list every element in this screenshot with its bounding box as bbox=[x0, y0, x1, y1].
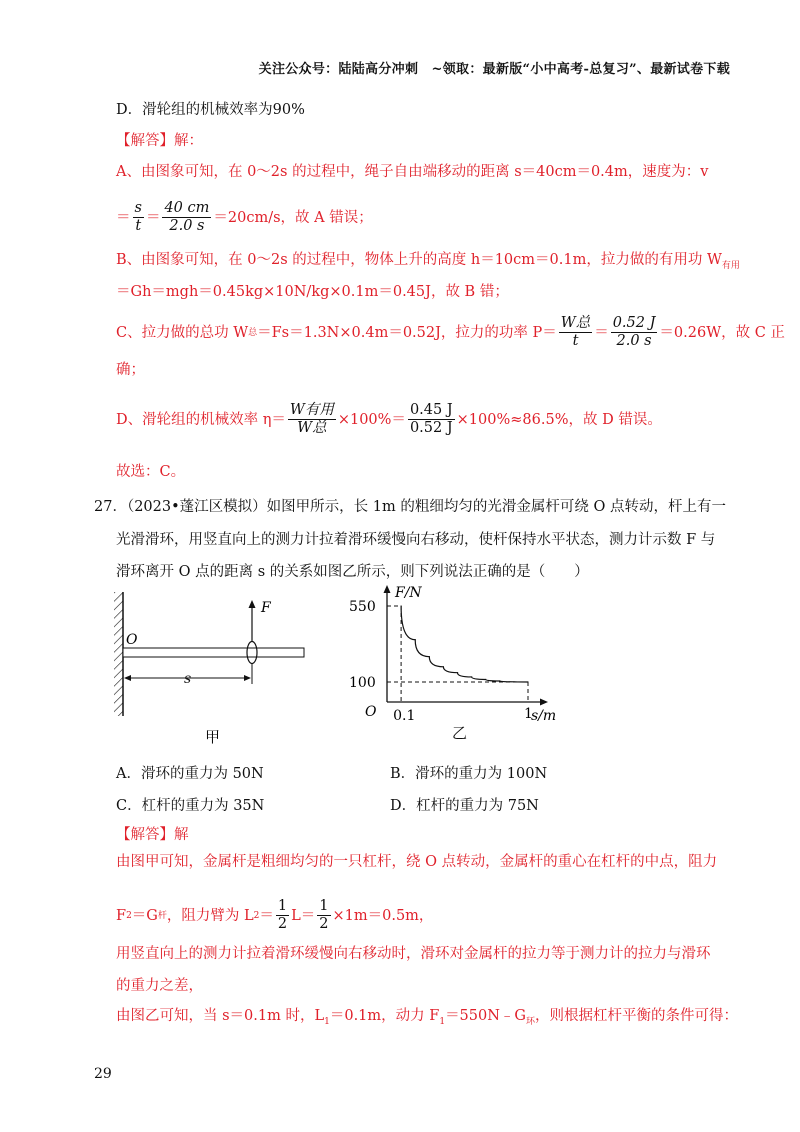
q27-answer-tag: 【解答】解 bbox=[116, 827, 189, 843]
y-axis-label: F/N bbox=[395, 585, 422, 601]
solution-text: ＝550N﹣G bbox=[445, 1008, 527, 1024]
solution-d-text: ×100%＝ bbox=[337, 411, 406, 428]
solution-text: ，则根据杠杆平衡的条件可得： bbox=[535, 1008, 739, 1024]
prev-solution-b-line2: ＝Gh＝mgh＝0.45kg×10N/kg×0.1m＝0.45J，故 B 错； bbox=[116, 284, 509, 300]
chart-origin-label: O bbox=[365, 704, 377, 720]
question-27-line2: 光滑滑环，用竖直向上的测力计拉着滑环缓慢向右移动，使杆保持水平状态，测力计示数 F 与 bbox=[116, 532, 716, 548]
solution-text: ＝0.1m，动力 F bbox=[329, 1008, 440, 1024]
fraction-wuseful-over-wtotal bbox=[288, 402, 336, 437]
solution-text: 由图乙可知，当 s＝0.1m 时，L bbox=[116, 1008, 325, 1024]
solution-d-text: D、滑轮组的机械效率 η＝ bbox=[116, 411, 286, 428]
fraction-w-over-t bbox=[559, 315, 592, 350]
prev-solution-c-line2: 确； bbox=[116, 362, 145, 378]
fraction-one-half bbox=[276, 898, 289, 933]
fraction-denominator: W总 bbox=[297, 420, 327, 436]
option-d: D．杠杆的重力为 75N bbox=[390, 798, 539, 814]
equals-sign: ＝ bbox=[594, 324, 609, 341]
fraction-numerator: s bbox=[134, 200, 142, 216]
equals-sign: ＝ bbox=[145, 209, 161, 226]
fraction-40cm-over-2s bbox=[162, 200, 211, 235]
data-point-2 bbox=[429, 656, 430, 657]
figure-caption-jia: 甲 bbox=[205, 728, 221, 746]
fraction-denominator: t bbox=[572, 333, 579, 349]
prev-answer-tag: 【解答】解： bbox=[116, 133, 203, 149]
distance-arrowhead-right bbox=[244, 675, 251, 681]
solution-c-text: C、拉力做的总功 W bbox=[116, 324, 249, 341]
x-axis-arrowhead bbox=[540, 699, 548, 706]
fraction-s-over-t bbox=[133, 200, 144, 235]
question-27-line3: 滑环离开 O 点的距离 s 的关系如图乙所示，则下列说法正确的是（ ） bbox=[116, 564, 589, 580]
fraction-denominator: 0.52 J bbox=[409, 420, 453, 436]
fraction-numerator: 0.45 J bbox=[409, 402, 453, 418]
x-axis-label: s/m bbox=[531, 708, 557, 724]
fraction-045-over-052 bbox=[408, 402, 455, 437]
subscript: 1 bbox=[439, 1016, 446, 1027]
solution-c-text: ＝Fs＝1.3N×0.4m＝0.52J，拉力的功率 P＝ bbox=[257, 324, 557, 341]
solution-text: ，阻力臂为 L bbox=[166, 907, 254, 924]
subscript: 有用 bbox=[721, 260, 740, 271]
data-point-4 bbox=[457, 672, 458, 673]
y-axis-arrowhead bbox=[384, 585, 391, 593]
fraction-numerator: 0.52 J bbox=[612, 315, 656, 331]
fraction-denominator: 2.0 s bbox=[169, 218, 205, 234]
distance-arrowhead-left bbox=[124, 675, 131, 681]
q27-solution-line5 bbox=[116, 1006, 738, 1032]
q27-solution-line2 bbox=[116, 898, 433, 933]
subscript: 环 bbox=[526, 1016, 536, 1027]
page-number: 29 bbox=[94, 1066, 112, 1082]
data-point-6 bbox=[485, 679, 486, 680]
solution-text: L＝ bbox=[291, 907, 316, 924]
figure-lever bbox=[110, 588, 320, 748]
subscript: 杆 bbox=[157, 910, 167, 921]
data-point-5 bbox=[471, 676, 472, 677]
q27-solution-line1: 由图甲可知，金属杆是粗细均匀的一只杠杆，绕 O 点转动，金属杆的重心在杠杆的中点，阻力 bbox=[116, 854, 718, 870]
solution-b-text: B、由图象可知，在 0～2s 的过程中，物体上升的高度 h＝10cm＝0.1m，拉力做的有用功 W bbox=[116, 252, 722, 268]
subscript: 2 bbox=[253, 910, 260, 921]
prev-solution-a-line2 bbox=[116, 200, 373, 235]
subscript: 总 bbox=[248, 327, 258, 338]
fraction-one-half bbox=[317, 898, 330, 933]
equals-sign: ＝ bbox=[116, 209, 131, 226]
force-label: F bbox=[261, 600, 271, 616]
prev-solution-b-line1 bbox=[116, 250, 740, 276]
page-header: 关注公众号：陆陆高分冲刺 ~领取：最新版“小中高考-总复习”、最新试卷下载 bbox=[258, 62, 730, 77]
origin-label: O bbox=[126, 632, 138, 648]
distance-label: s bbox=[184, 671, 192, 687]
fraction-numerator: 40 cm bbox=[164, 200, 210, 216]
solution-c-result: ＝0.26W，故 C 正 bbox=[659, 324, 785, 341]
fraction-denominator: 2 bbox=[319, 916, 329, 932]
fraction-denominator: t bbox=[135, 218, 142, 234]
metal-rod bbox=[123, 648, 304, 657]
fraction-052-over-2s bbox=[611, 315, 658, 350]
figure-caption-yi: 乙 bbox=[452, 724, 468, 742]
q27-solution-line3: 用竖直向上的测力计拉着滑环缓慢向右移动时，滑环对金属杆的拉力等于测力计的拉力与滑环 bbox=[116, 946, 711, 962]
fraction-denominator: 2 bbox=[277, 916, 288, 932]
force-curve bbox=[401, 606, 528, 682]
solution-text: ×1m＝0.5m， bbox=[332, 907, 434, 924]
x-tick-label-0-1: 0.1 bbox=[393, 708, 416, 724]
prev-choice: 故选：C。 bbox=[116, 464, 186, 480]
prev-solution-c-line1 bbox=[116, 315, 785, 350]
option-a: A．滑环的重力为 50N bbox=[116, 766, 264, 782]
fraction-numerator: 1 bbox=[277, 898, 288, 914]
solution-text: ＝G bbox=[131, 907, 158, 924]
equals-sign: ＝ bbox=[259, 907, 274, 924]
fraction-numerator: W总 bbox=[560, 315, 591, 331]
solution-d-result: ×100%≈86.5%，故 D 错误。 bbox=[456, 411, 662, 428]
y-tick-label-550: 550 bbox=[349, 599, 376, 615]
subscript: 1 bbox=[324, 1016, 330, 1027]
data-point-3 bbox=[443, 666, 444, 667]
fraction-numerator: W有用 bbox=[289, 402, 334, 418]
data-point-7 bbox=[499, 680, 500, 681]
option-c: C．杠杆的重力为 35N bbox=[116, 798, 265, 814]
option-b: B．滑环的重力为 100N bbox=[390, 766, 548, 782]
prev-solution-a-line1: A、由图象可知，在 0～2s 的过程中，绳子自由端移动的距离 s＝40cm＝0.4m，速度为：v bbox=[116, 164, 709, 180]
wall-hatching bbox=[114, 592, 123, 716]
solution-a-result: ＝20cm/s，故 A 错误； bbox=[213, 209, 373, 226]
data-point-1 bbox=[415, 639, 416, 640]
fraction-numerator: 1 bbox=[319, 898, 329, 914]
x-tick-label-1: 1 bbox=[524, 706, 533, 722]
solution-text: F bbox=[116, 907, 127, 924]
question-27-line1: 27．（2023•蓬江区模拟）如图甲所示，长 1m 的粗细均匀的光滑金属杆可绕 O 点转动，杆上有一 bbox=[94, 499, 726, 515]
prev-solution-d bbox=[116, 402, 662, 437]
fraction-denominator: 2.0 s bbox=[616, 333, 652, 349]
q27-solution-line4: 的重力之差， bbox=[116, 978, 203, 994]
y-tick-label-100: 100 bbox=[349, 675, 376, 691]
prev-option-d: D．滑轮组的机械效率为90% bbox=[116, 102, 305, 118]
force-arrowhead bbox=[249, 600, 256, 608]
subscript: 2 bbox=[126, 910, 132, 921]
